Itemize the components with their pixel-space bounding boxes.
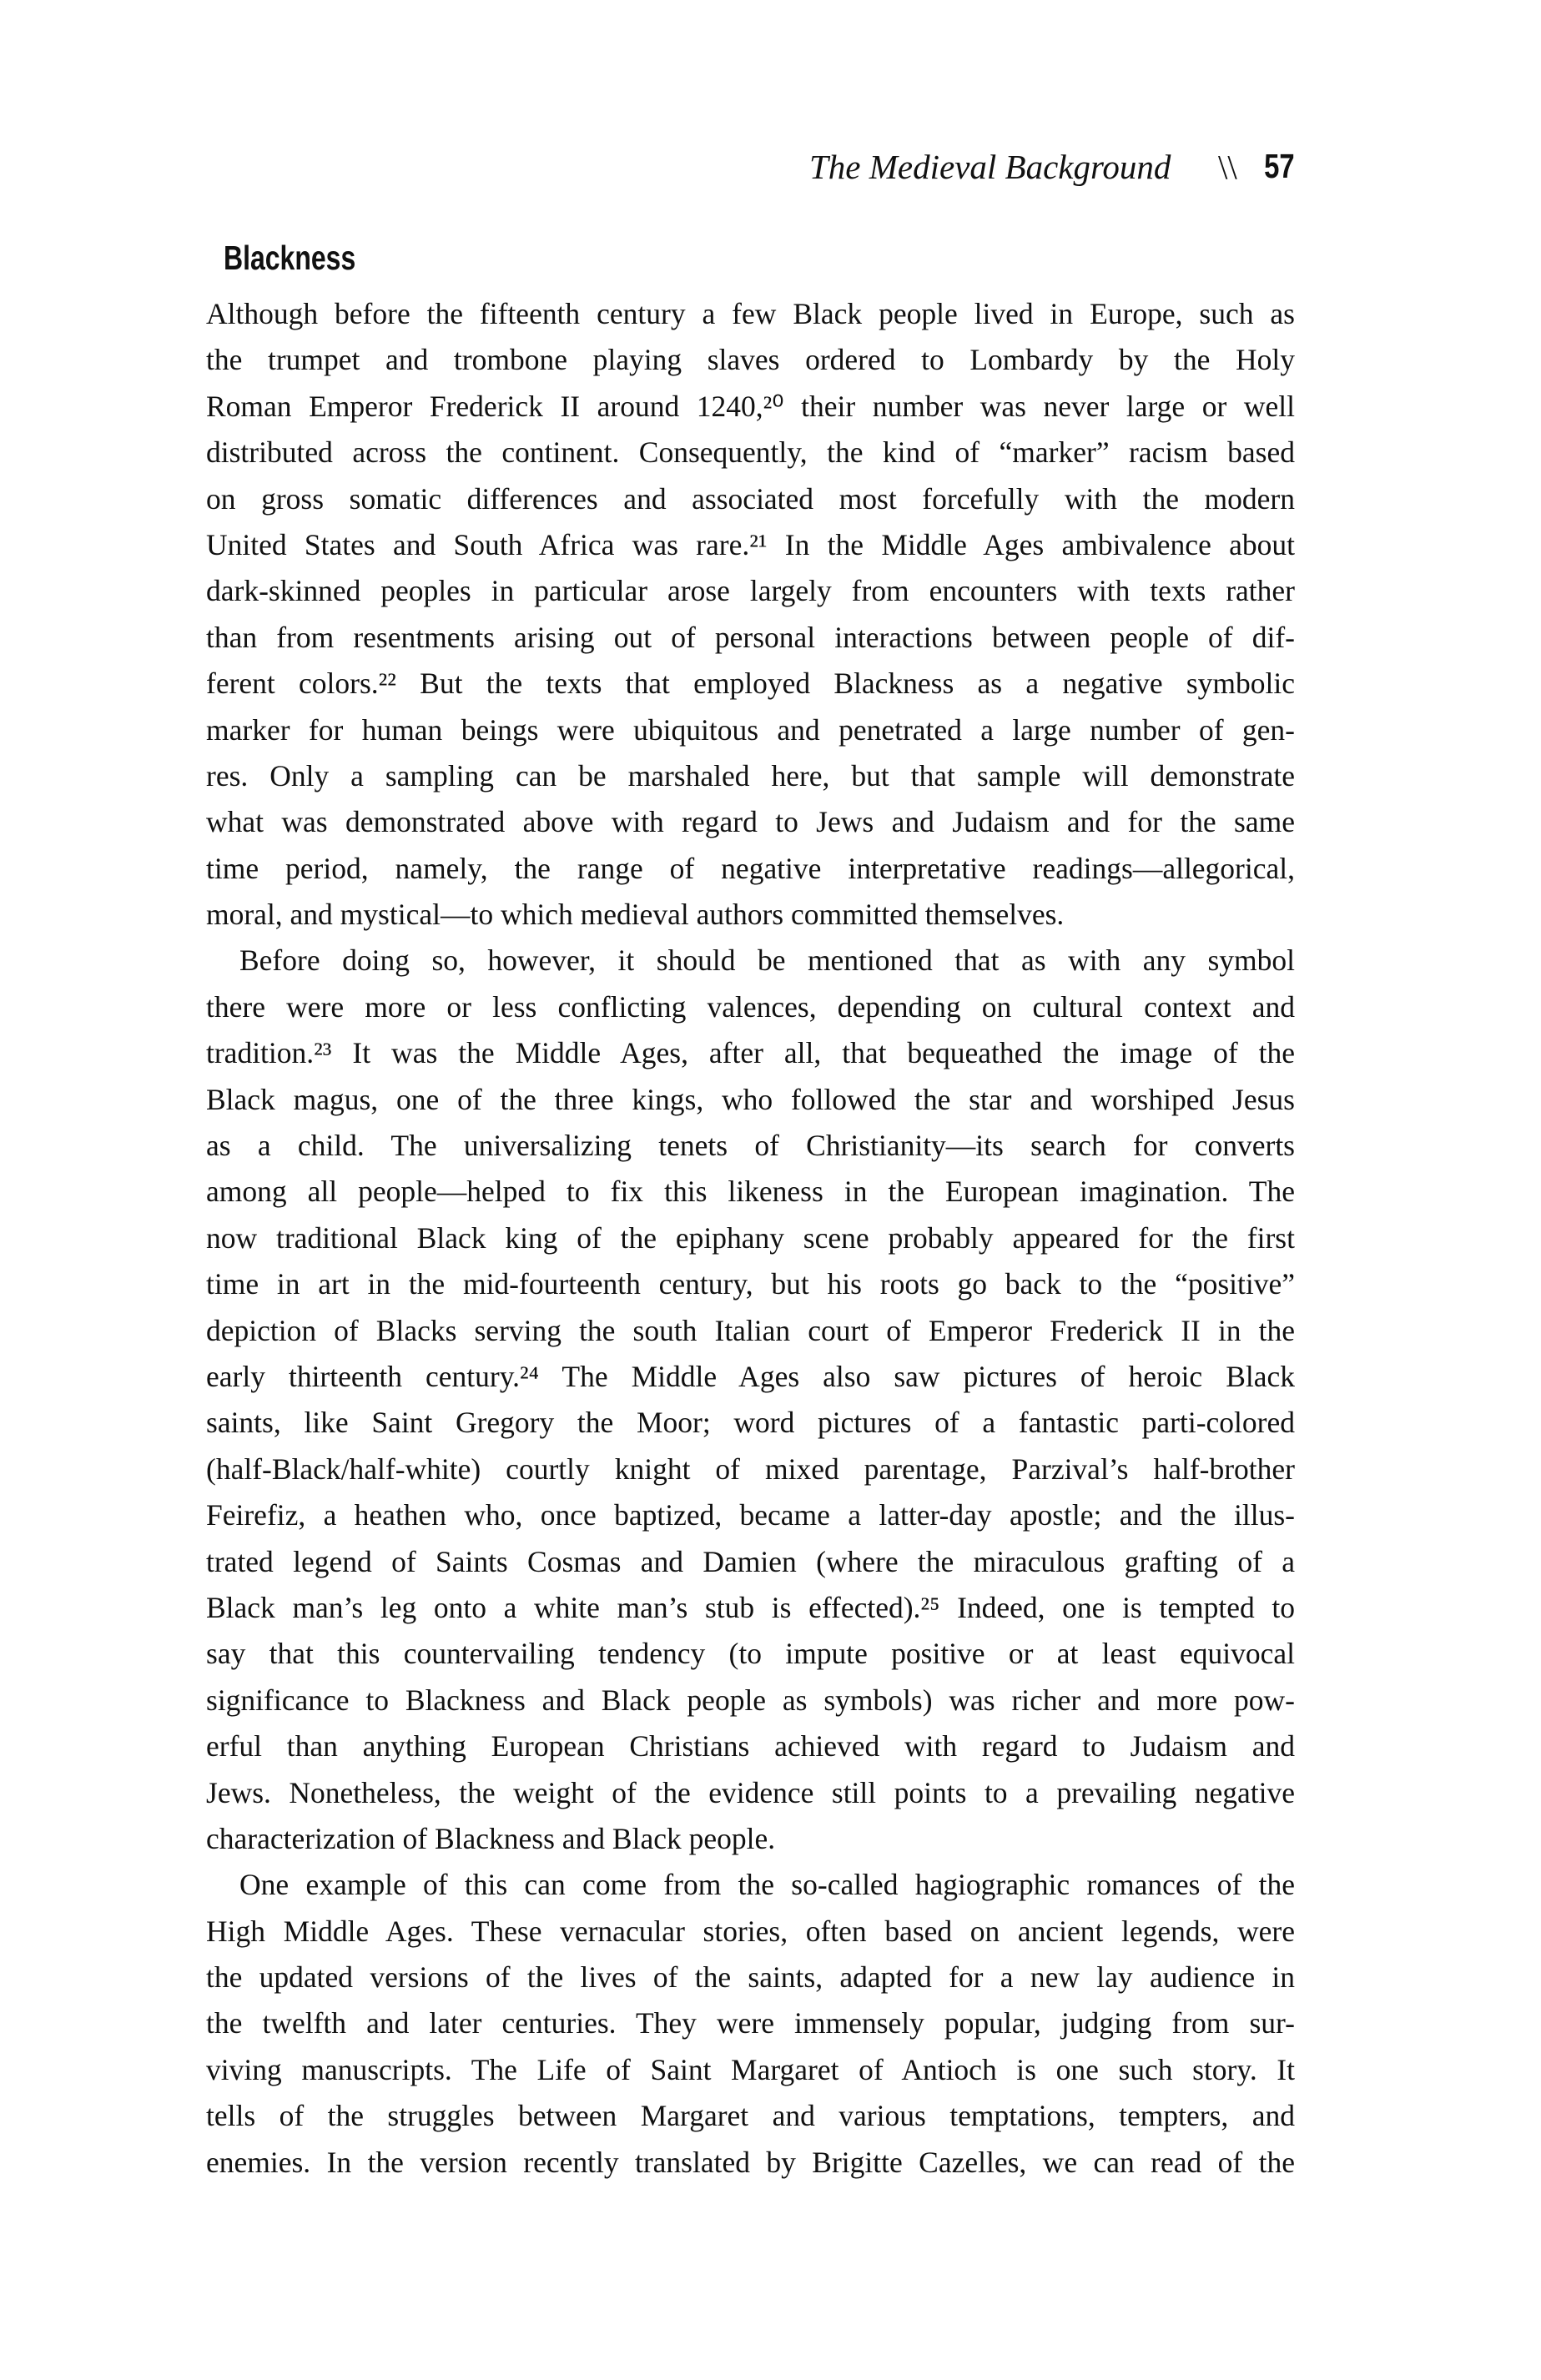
text-line: time period, namely, the range of negative interpretative readings—allegorical, xyxy=(206,851,1295,885)
text-line: say that this countervailing tendency (to impute positive or at least equivocal xyxy=(206,1637,1295,1671)
text-line: the updated versions of the lives of the saints, adapted for a new lay audience in xyxy=(206,1960,1295,1995)
text-line: there were more or less conflicting valences, depending on cultural context and xyxy=(206,989,1295,1024)
text-line: ferent colors.²² But the texts that employed Blackness as a negative symbolic xyxy=(206,667,1295,701)
text-line: enemies. In the version recently translated by Brigitte Cazelles, we can read of the xyxy=(206,2145,1295,2179)
text-line: Jews. Nonetheless, the weight of the evidence still points to a prevailing negative xyxy=(206,1775,1295,1809)
text-line: One example of this can come from the so-called hagiographic romances of the xyxy=(239,1868,1295,1902)
text-line: High Middle Ages. These vernacular stories, often based on ancient legends, were xyxy=(206,1914,1295,1948)
text-line: Although before the fifteenth century a few Black people lived in Europe, such as xyxy=(206,297,1295,330)
text-line: (half-Black/half-white) courtly knight of mixed parentage, Parzival’s half-brother xyxy=(206,1452,1295,1486)
section-heading: Blackness xyxy=(224,239,356,277)
text-line: significance to Blackness and Black people as symbols) was richer and more pow- xyxy=(206,1683,1295,1717)
running-head-separator: \\ xyxy=(1218,148,1237,186)
paragraph xyxy=(206,938,1295,1862)
text-line: viving manuscripts. The Life of Saint Margaret of Antioch is one such story. It xyxy=(206,2052,1295,2086)
text-line: the twelfth and later centuries. They were immensely popular, judging from sur- xyxy=(206,2006,1295,2040)
text-line: trated legend of Saints Cosmas and Damien (where the miraculous grafting of a xyxy=(206,1544,1295,1578)
text-line: dark-skinned peoples in particular arose largely from encounters with texts rather xyxy=(206,574,1295,608)
text-line: early thirteenth century.²⁴ The Middle Ages also saw pictures of heroic Black xyxy=(206,1359,1295,1393)
text-line: Roman Emperor Frederick II around 1240,²⁰ their number was never large or well xyxy=(206,389,1295,423)
text-line: now traditional Black king of the epiphany scene probably appeared for the first xyxy=(206,1220,1295,1255)
paragraph xyxy=(206,291,1295,938)
text-line: Black man’s leg onto a white man’s stub is effected).²⁵ Indeed, one is tempted to xyxy=(206,1590,1295,1624)
text-line: res. Only a sampling can be marshaled here, but that sample will demonstrate xyxy=(206,758,1295,792)
text-line: moral, and mystical—to which medieval authors committed themselves. xyxy=(206,898,1065,932)
text-line: Black magus, one of the three kings, who followed the star and worshiped Jesus xyxy=(206,1082,1295,1116)
text-line: tradition.²³ It was the Middle Ages, after all, that bequeathed the image of the xyxy=(206,1036,1295,1070)
text-line: Before doing so, however, it should be mentioned that as with any symbol xyxy=(239,943,1295,978)
text-line: what was demonstrated above with regard to Jews and Judaism and for the same xyxy=(206,805,1295,839)
running-head xyxy=(801,147,1295,189)
body-text xyxy=(206,291,1295,2186)
text-line: marker for human beings were ubiquitous and penetrated a large number of gen- xyxy=(206,712,1295,747)
text-line: tells of the struggles between Margaret and various temptations, tempters, and xyxy=(206,2099,1295,2133)
text-line: time in art in the mid-fourteenth century, but his roots go back to the “positive” xyxy=(206,1267,1295,1301)
text-line: on gross somatic differences and associated most forcefully with the modern xyxy=(206,481,1295,516)
text-line: as a child. The universalizing tenets of Christianity—its search for converts xyxy=(206,1129,1295,1163)
text-line: distributed across the continent. Consequently, the kind of “marker” racism based xyxy=(206,435,1295,470)
paragraph xyxy=(206,1862,1295,2186)
text-line: the trumpet and trombone playing slaves ordered to Lombardy by the Holy xyxy=(206,343,1295,377)
text-line: among all people—helped to fix this likeness in the European imagination. The xyxy=(206,1175,1295,1209)
text-line: Feirefiz, a heathen who, once baptized, became a latter-day apostle; and the illus- xyxy=(206,1498,1295,1532)
text-line: erful than anything European Christians achieved with regard to Judaism and xyxy=(206,1729,1295,1764)
running-head-title: The Medieval Background xyxy=(809,148,1171,186)
text-line: than from resentments arising out of personal interactions between people of dif- xyxy=(206,620,1295,654)
text-line: depiction of Blacks serving the south Italian court of Emperor Frederick II in the xyxy=(206,1313,1295,1347)
text-line: saints, like Saint Gregory the Moor; word pictures of a fantastic parti-colored xyxy=(206,1406,1295,1440)
text-line: characterization of Blackness and Black people. xyxy=(206,1821,776,1855)
text-line: United States and South Africa was rare.²¹ In the Middle Ages ambivalence about xyxy=(206,527,1295,561)
page-number: 57 xyxy=(1264,147,1295,185)
